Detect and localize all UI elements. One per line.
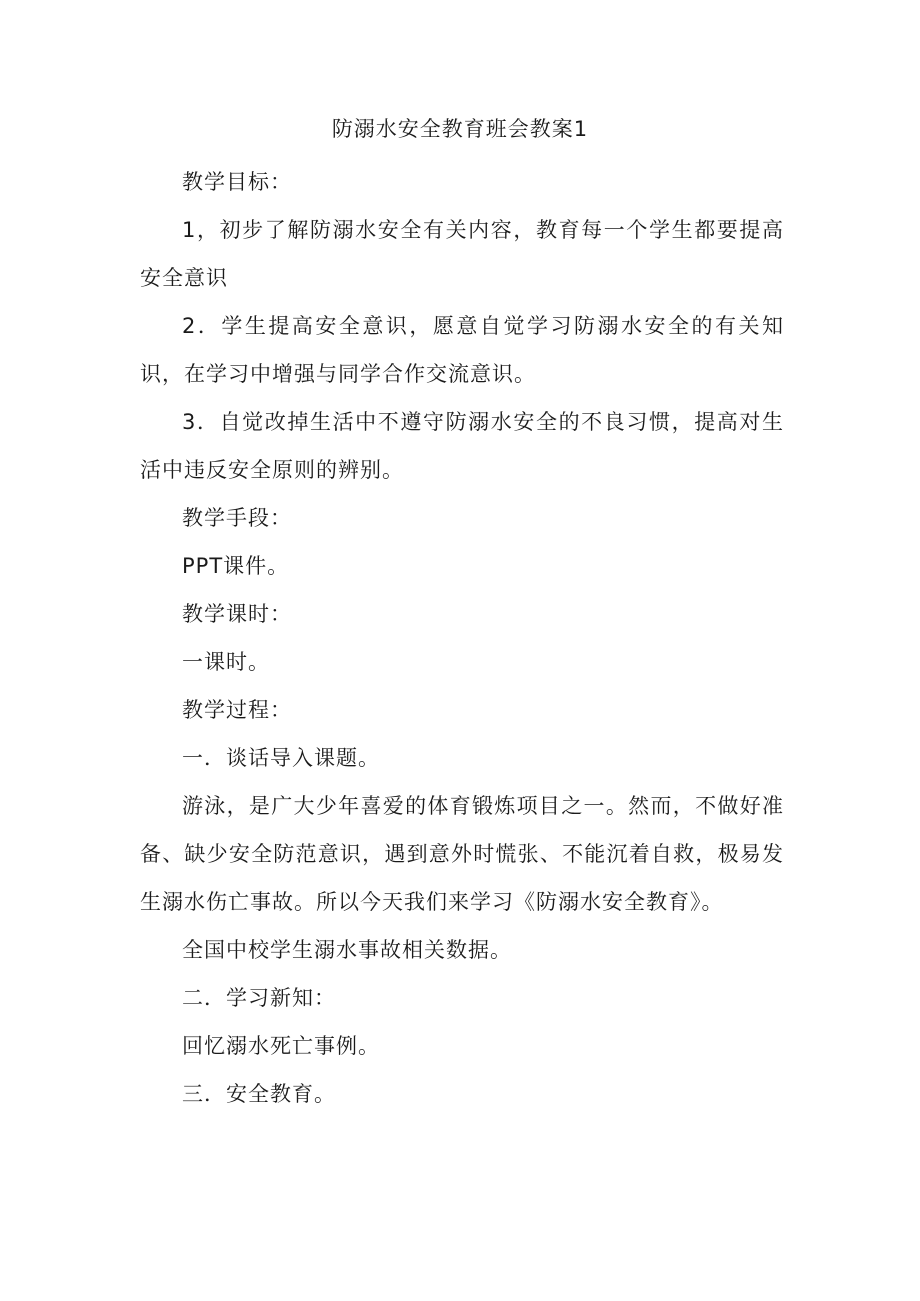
paragraph-class-hours: 一课时。 bbox=[182, 650, 270, 674]
paragraph-goal-3: 3．自觉改掉生活中不遵守防溺水安全的不良习惯，提高对生活中违反安全原则的辨别。 bbox=[140, 410, 784, 482]
paragraph-goal-1: 1，初步了解防溺水安全有关内容，教育每一个学生都要提高安全意识 bbox=[140, 218, 784, 290]
paragraph-statistics: 全国中校学生溺水事故相关数据。 bbox=[182, 938, 512, 962]
paragraph-goal-2: 2．学生提高安全意识，愿意自觉学习防溺水安全的有关知识，在学习中增强与同学合作交流意识。 bbox=[140, 314, 784, 386]
paragraph-swimming-intro: 游泳，是广大少年喜爱的体育锻炼项目之一。然而，不做好准备、缺少安全防范意识，遇到意外时慌张、不能沉着自救，极易发生溺水伤亡事故。所以今天我们来学习《防溺水安全教育》。 bbox=[140, 794, 784, 914]
paragraph-section-3: 三．安全教育。 bbox=[182, 1082, 336, 1106]
paragraph-process-heading: 教学过程： bbox=[182, 698, 292, 722]
paragraph-class-hours-heading: 教学课时： bbox=[182, 602, 292, 626]
document-body bbox=[140, 158, 784, 1118]
paragraph-teaching-goals-heading: 教学目标： bbox=[182, 170, 292, 194]
paragraph-section-2: 二．学习新知： bbox=[182, 986, 336, 1010]
document-title: 防溺水安全教育班会教案1 bbox=[331, 117, 589, 141]
paragraph-teaching-means-heading: 教学手段： bbox=[182, 506, 292, 530]
paragraph-section-1: 一．谈话导入课题。 bbox=[182, 746, 380, 770]
paragraph-recall-cases: 回忆溺水死亡事例。 bbox=[182, 1034, 380, 1058]
paragraph-teaching-means: PPT课件。 bbox=[182, 554, 290, 578]
